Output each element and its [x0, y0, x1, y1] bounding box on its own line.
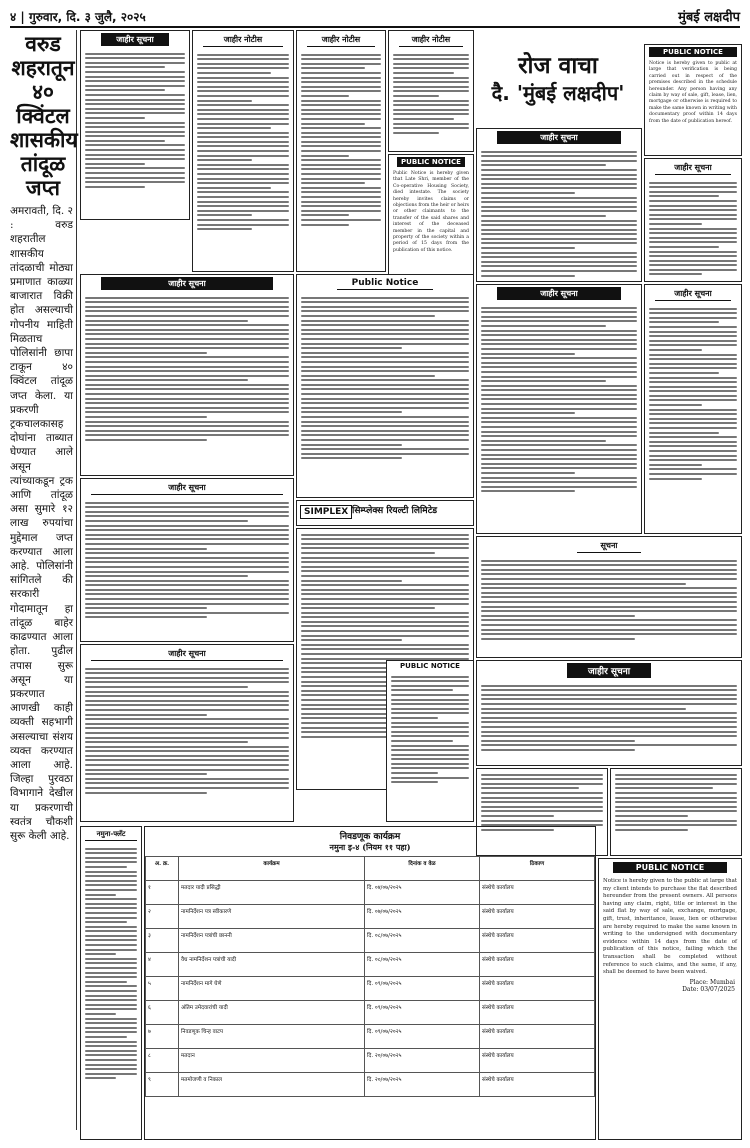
- public-notice-mid: [388, 154, 474, 282]
- notice-jahir-suchana-3: [80, 644, 294, 822]
- table-cell: ६: [146, 1001, 179, 1025]
- table-row: [146, 977, 595, 1001]
- table-cell: दि. ०४/०७/२०२५: [365, 881, 480, 905]
- table-cell: दि. ०८/०७/२०२५: [365, 929, 480, 953]
- table-cell: नामनिर्देशन पत्र स्वीकारणे: [179, 905, 365, 929]
- col-header: दिनांक व वेळ: [365, 857, 480, 881]
- notice-title: जाहीर सूचना: [91, 481, 283, 495]
- table-cell: संस्थेचे कार्यालय: [480, 1001, 595, 1025]
- notice-title: जाहीर नोटीस: [399, 33, 463, 47]
- notice-text: Notice is hereby given to the public at large that my client intends to purchase the flat described hereunder from the present owners. All persons having any claim, right, title or interest in the said flat by way of sale, exchange, mortgage, gift, trust, inheritance, lease, lien or otherwise are hereby required to make the same known in writing to the undersigned with documentary evidence within 14 days from the date of publication of this notice, failing which the transaction shall be completed without reference to such claims, and the same, if any, shall be deemed to have been waived.: [603, 878, 737, 976]
- table-row: [146, 1073, 595, 1097]
- table-row: [146, 929, 595, 953]
- public-notice-english-small: [386, 660, 474, 822]
- table-cell: मतदान: [179, 1049, 365, 1073]
- simplex-name: सिम्प्लेक्स रियल्टी लिमिटेड: [352, 506, 438, 516]
- notice-title: PUBLIC NOTICE: [613, 862, 727, 873]
- headline-line1: रोज वाचा: [518, 53, 598, 79]
- notice-text: Notice is hereby given to public at large that verification is being carried out in respect of the premises described in the schedule hereunder. Any person having any claim by way of sale, gift, lease, lien, mortgage or otherwise is required to make the same known in writing with documentary proof within 14 days from the date of publication hereof.: [649, 61, 737, 124]
- notice-jahir-suchana-right-2: [644, 158, 742, 282]
- notice-title: जाहीर सूचना: [497, 287, 621, 300]
- public-notice-top-right: [644, 44, 742, 156]
- table-cell: ५: [146, 977, 179, 1001]
- notice-jahir-suchana-2: [80, 478, 294, 642]
- table-row: [146, 1049, 595, 1073]
- lead-story-headline: वरुड शहरातून ४० क्विंटल शासकीय तांदूळ जप्त: [10, 32, 78, 200]
- table-cell: दि. ०९/०७/२०२५: [365, 1025, 480, 1049]
- page-number-date: ४ | गुरुवार, दि. ३ जुलै, २०२५: [10, 10, 146, 24]
- notice-title: जाहीर सूचना: [497, 131, 621, 144]
- notice-title: सूचना: [577, 539, 641, 553]
- table-row: [146, 1025, 595, 1049]
- notice-title: जाहीर नोटीस: [307, 33, 375, 47]
- table-title: निवडणूक कार्यक्रम: [339, 832, 401, 842]
- table-cell: संस्थेचे कार्यालय: [480, 977, 595, 1001]
- table-cell: दि. ०७/०७/२०२५: [365, 905, 480, 929]
- notice-jahir-suchana-right: [476, 128, 642, 282]
- notice-jahir-suchana-right-3: [476, 284, 642, 534]
- notice-title: जाहीर सूचना: [101, 277, 273, 290]
- notice-small-b: [610, 768, 742, 856]
- public-notice-bottom: [598, 858, 742, 1140]
- table-cell: नामनिर्देशन पत्रांची छाननी: [179, 929, 365, 953]
- table-cell: दि. ०९/०७/२०२५: [365, 977, 480, 1001]
- table-cell: ८: [146, 1049, 179, 1073]
- table-cell: ३: [146, 929, 179, 953]
- table-row: [146, 881, 595, 905]
- notice-jahir-suchana-1: [80, 30, 190, 220]
- notice-title: PUBLIC NOTICE: [397, 157, 465, 167]
- table-cell: संस्थेचे कार्यालय: [480, 1073, 595, 1097]
- lead-story: [10, 30, 77, 1130]
- table-row: [146, 905, 595, 929]
- table-cell: संस्थेचे कार्यालय: [480, 929, 595, 953]
- notice-title: जाहीर सूचना: [91, 647, 283, 661]
- col-header: कार्यक्रम: [179, 857, 365, 881]
- table-row: [146, 1001, 595, 1025]
- col-header: अ. क्र.: [146, 857, 179, 881]
- table-cell: दि. २०/०७/२०२५: [365, 1073, 480, 1097]
- table-cell: दि. ०९/०७/२०२५: [365, 1001, 480, 1025]
- table-cell: मतमोजणी व निकाल: [179, 1073, 365, 1097]
- notice-jahir-suchana-right-4: [644, 284, 742, 534]
- notice-title: जाहीर सूचना: [101, 33, 169, 46]
- simplex-realty-header: [296, 500, 474, 526]
- notice-text: Public Notice is hereby given that Late Shri, member of the Co-operative Housing Society, died intestate. The society hereby invites claims or objections from the heir or heirs or other claimants to the transfer of the said shares and interest of the deceased member in the capital and property of the society within a period of 15 days from the publication of this notice.: [393, 171, 469, 253]
- table-cell: ९: [146, 1073, 179, 1097]
- notice-title: जाहीर सूचना: [655, 161, 731, 175]
- read-daily-headline: [476, 52, 640, 122]
- simplex-logo: SIMPLEX: [300, 505, 352, 519]
- table-cell: संस्थेचे कार्यालय: [480, 953, 595, 977]
- table-cell: निवडणूक चिन्ह वाटप: [179, 1025, 365, 1049]
- col-header: ठिकाण: [480, 857, 595, 881]
- notice-jahir-notice-2: [388, 30, 474, 152]
- table-cell: संस्थेचे कार्यालय: [480, 881, 595, 905]
- page-header: [10, 6, 740, 28]
- table-cell: अंतिम उमेदवारांची यादी: [179, 1001, 365, 1025]
- table-cell: वैध नामनिर्देशन पत्रांची यादी: [179, 953, 365, 977]
- table-row: [146, 953, 595, 977]
- notice-title: Public Notice: [337, 277, 433, 290]
- table-cell: मतदार यादी प्रसिद्धी: [179, 881, 365, 905]
- notice-suchana-wide: [476, 536, 742, 658]
- table-header-row: [146, 857, 595, 881]
- table-cell: १: [146, 881, 179, 905]
- notice-text: [81, 48, 189, 192]
- notice-jahir-suchana-wide: [80, 274, 294, 476]
- table-cell: संस्थेचे कार्यालय: [480, 1049, 595, 1073]
- notice-namuna-flat: [80, 826, 142, 1140]
- public-notice-shares: [296, 274, 474, 498]
- notice-date: Date: 03/07/2025: [682, 985, 735, 993]
- table-cell: ४: [146, 953, 179, 977]
- table-cell: संस्थेचे कार्यालय: [480, 905, 595, 929]
- table-cell: संस्थेचे कार्यालय: [480, 1025, 595, 1049]
- notice-title: नमुना-फ्लॅट: [85, 829, 137, 841]
- table-subtitle: नमुना इ-४ (नियम ११ पहा): [329, 842, 411, 852]
- table-cell: २: [146, 905, 179, 929]
- table-cell: ७: [146, 1025, 179, 1049]
- lead-story-body: अमरावती, दि. २ : वरुड शहरातील शासकीय तांदळाची मोठ्या प्रमाणात काळ्या बाजारात विक्री होत असल्याची गोपनीय माहिती मिळताच पोलिसांनी छापा टाकून ४० क्विंटल तांदूळ जप्त केला. या प्रकरणी ट्रकचालकासह दोघांना ताब्यात घेण्यात आले असून त्यांच्याकडून ट्रक आणि तांदूळ असा सुमारे १२ लाख रुपयांचा मुद्देमाल जप्त करण्यात आला आहे. पोलिसांनी सांगितले की सरकारी गोदामातून हा तांदूळ बाहेर काढण्यात आला होता. पुढील तपास सुरू असून या प्रकरणात आणखी काही व्यक्ती सहभागी असल्याचा संशय व्यक्त करण्यात आला आहे. जिल्हा पुरवठा विभागाने देखील या प्रकरणाची स्वतंत्र चौकशी सुरू केली आहे.: [10, 205, 73, 842]
- notice-title: PUBLIC NOTICE: [400, 662, 460, 670]
- table: [145, 856, 595, 1097]
- notice-place: Place: Mumbai: [689, 978, 735, 986]
- table-cell: दि. ०८/०७/२०२५: [365, 953, 480, 977]
- notice-title: जाहीर नोटीस: [203, 33, 283, 47]
- table-cell: दि. २०/०७/२०२५: [365, 1049, 480, 1073]
- election-program-table: [144, 826, 596, 1140]
- notice-column-3: [296, 30, 386, 272]
- notice-jahir-suchana-big: [476, 660, 742, 766]
- headline-line2: दै. 'मुंबई लक्षदीप': [491, 81, 625, 105]
- notice-title: PUBLIC NOTICE: [649, 47, 737, 57]
- notice-jahir-notice-1: [192, 30, 294, 272]
- notice-title: जाहीर सूचना: [655, 287, 731, 301]
- masthead: मुंबई लक्षदीप: [678, 10, 740, 25]
- table-cell: नामनिर्देशन मागे घेणे: [179, 977, 365, 1001]
- notice-title: जाहीर सूचना: [567, 663, 651, 678]
